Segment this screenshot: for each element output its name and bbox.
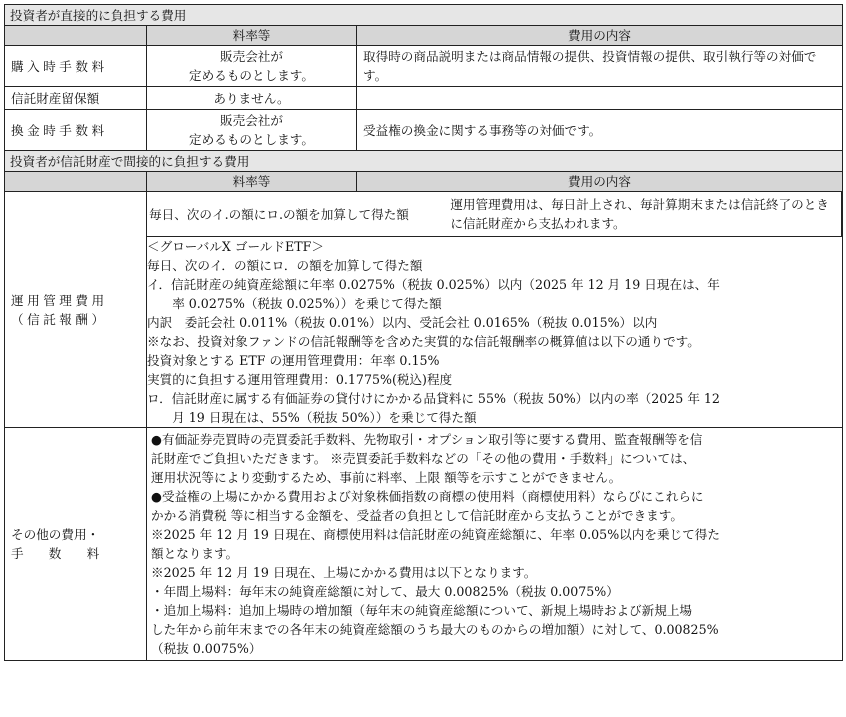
other-fees-line: ※2025 年 12 月 19 日現在、上場にかかる費用は以下となります。 [151, 565, 537, 580]
other-fees-line: 額となります。 [151, 546, 239, 561]
purchase-fee-label: 購入時手数料 [5, 46, 147, 87]
section1-content-header: 費用の内容 [357, 26, 843, 46]
section2-header-row [5, 151, 843, 172]
purchase-fee-rate [147, 46, 357, 87]
section2-column-header-row [5, 172, 843, 192]
purchase-fee-rate-line2: 定めるものとします。 [189, 68, 314, 83]
section2-title: 投資者が信託財産で間接的に負担する費用 [5, 151, 843, 172]
management-fee-sub-rate: 毎日、次のイ.の額にロ.の額を加算して得た額 [147, 192, 448, 237]
management-fee-line: 実質的に負担する運用管理費用：0.1775%(税込)程度 [147, 372, 453, 387]
management-fee-sub-content: 運用管理費用は、毎日計上され、毎計算期末または信託終了のときに信託財産から支払われます。 [448, 192, 841, 237]
redemption-fee-rate [147, 110, 357, 151]
section2-rate-header: 料率等 [147, 172, 357, 192]
management-fee-subrow [147, 192, 842, 237]
section1-column-header-row [5, 26, 843, 46]
trust-reserve-label: 信託財産留保額 [5, 87, 147, 110]
management-fee-line: 内訳 委託会社 0.011%（税抜 0.01%）以内、受託会社 0.0165%（税抜 0.015%）以内 [147, 315, 658, 330]
other-fees-line: ●受益権の上場にかかる費用および対象株価指数の商標の使用料（商標使用料）ならびにこれらに [151, 489, 704, 504]
section2-content-header: 費用の内容 [357, 172, 843, 192]
trust-reserve-rate: ありません。 [147, 87, 357, 110]
management-fee-detail [147, 192, 843, 428]
section2-blank-header [5, 172, 147, 192]
section1-header-row [5, 5, 843, 26]
other-fees-line: ・年間上場料：毎年末の純資産総額に対して、最大 0.00825%（税抜 0.0075%） [151, 584, 619, 599]
management-fee-lines [147, 237, 842, 428]
management-fee-row [5, 192, 843, 428]
management-fee-line: ロ．信託財産に属する有価証券の貸付けにかかる品貸料に 55%（税抜 50%）以内の率（2025 年 12 [147, 391, 720, 406]
other-fees-line: （税抜 0.0075%） [151, 641, 262, 656]
other-fees-line: かかる消費税 等に相当する金額を、受益者の負担として信託財産から支払うことができます。 [151, 508, 683, 523]
section1-blank-header [5, 26, 147, 46]
trust-reserve-content [357, 87, 843, 110]
other-fees-line: 託財産でご負担いただきます。 ※売買委託手数料などの「その他の費用・手数料」については、 [151, 451, 696, 466]
management-fee-line: 率 0.0275%（税抜 0.025%））を乗じて得た額 [147, 296, 442, 311]
management-fee-label-line2: （信託報酬） [11, 311, 108, 327]
management-fee-line: 月 19 日現在は、55%（税抜 50%））を乗じて得た額 [147, 410, 477, 425]
redemption-fee-rate-line1: 販売会社が [220, 113, 283, 128]
other-fees-row [5, 428, 843, 661]
other-fees-label-line2: 手 数 料 [11, 546, 100, 561]
management-fee-line: ＜グローバルX ゴールドETF＞ [147, 239, 324, 254]
management-fee-line: 毎日、次のイ．の額にロ．の額を加算して得た額 [147, 258, 423, 273]
management-fee-lines-row [147, 237, 842, 428]
other-fees-line: 運用状況等により変動するため、事前に料率、上限 額等を示すことができません。 [151, 470, 622, 485]
section1-rate-header: 料率等 [147, 26, 357, 46]
management-fee-line: ※なお、投資対象ファンドの信託報酬等を含めた実質的な信託報酬率の概算値は以下の通りです。 [147, 334, 700, 349]
redemption-fee-rate-line2: 定めるものとします。 [189, 132, 314, 147]
other-fees-label [5, 428, 147, 661]
management-fee-line: イ．信託財産の純資産総額に年率 0.0275%（税抜 0.025%）以内（2025 年 12 月 19 日現在は、年 [147, 277, 720, 292]
fee-document [4, 4, 842, 661]
redemption-fee-row [5, 110, 843, 151]
redemption-fee-label: 換金時手数料 [5, 110, 147, 151]
trust-reserve-row [5, 87, 843, 110]
management-fee-subtable [147, 192, 842, 427]
redemption-fee-content: 受益権の換金に関する事務等の対価です。 [357, 110, 843, 151]
other-fees-line: ●有価証券売買時の売買委託手数料、先物取引・オプション取引等に要する費用、監査報酬等を信 [151, 432, 703, 447]
other-fees-detail [147, 428, 843, 661]
other-fees-label-line1: その他の費用・ [11, 527, 100, 542]
section1-title: 投資者が直接的に負担する費用 [5, 5, 843, 26]
fee-table [4, 4, 843, 661]
other-fees-line: した年から前年末までの各年末の純資産総額のうち最大のものからの増加額）に対して、0.00825% [151, 622, 719, 637]
management-fee-label-line1: 運用管理費用 [11, 292, 108, 308]
management-fee-line: 投資対象とする ETF の運用管理費用：年率 0.15% [147, 353, 440, 368]
purchase-fee-row [5, 46, 843, 87]
purchase-fee-content: 取得時の商品説明または商品情報の提供、投資情報の提供、取引執行等の対価です。 [357, 46, 843, 87]
other-fees-line: ・追加上場料：追加上場時の増加額（毎年末の純資産総額について、新規上場時および新規上場 [151, 603, 693, 618]
management-fee-label [5, 192, 147, 428]
other-fees-line: ※2025 年 12 月 19 日現在、商標使用料は信託財産の純資産総額に、年率 0.05%以内を乗じて得た [151, 527, 720, 542]
purchase-fee-rate-line1: 販売会社が [220, 49, 283, 64]
